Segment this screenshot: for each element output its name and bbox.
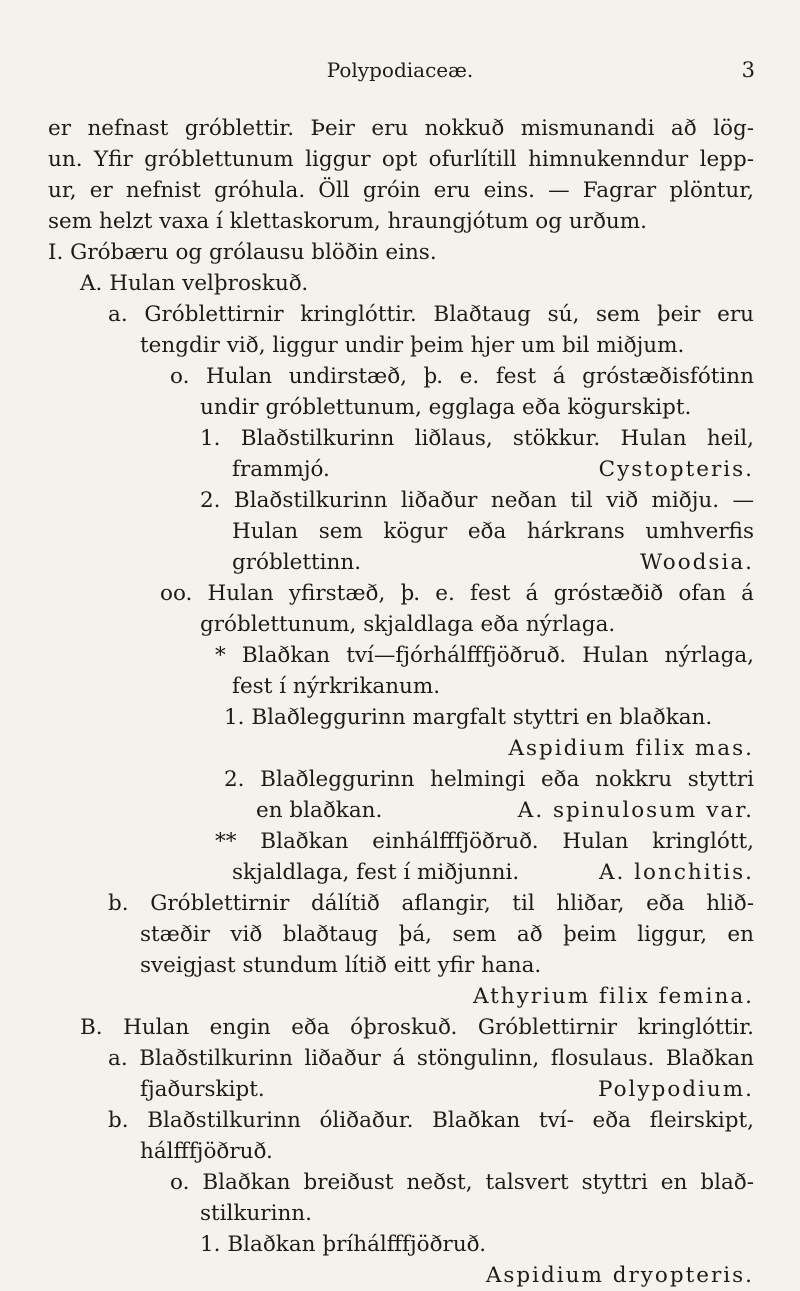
text-line: gróblettunum, skjaldlaga eða nýrlaga. xyxy=(200,612,616,637)
text-line: o. Hulan undirstæð, þ. e. fest á gróstæðisfótinn xyxy=(170,364,754,389)
text-line: ur, er nefnist gróhula. Öll gróin eru eins. — Fagrar plöntur, xyxy=(48,178,754,203)
text-line: a. Blaðstilkurinn liðaður á stöngulinn, flosulaus. Blaðkan xyxy=(108,1046,754,1071)
text-line: oo. Hulan yfirstæð, þ. e. fest á gróstæðið ofan á xyxy=(160,581,754,606)
text-line: hálfffjöðruð. xyxy=(140,1139,273,1164)
text-line: * Blaðkan tví—fjórhálfffjöðruð. Hulan nýrlaga, xyxy=(215,643,754,668)
text-line: un. Yfir gróblettunum liggur opt ofurlítill himnukenndur lepp- xyxy=(48,147,754,172)
species-name: Aspidium filix mas. xyxy=(508,736,754,761)
text-line: fest í nýrkrikanum. xyxy=(232,674,441,699)
text-line: b. Blaðstilkurinn óliðaður. Blaðkan tví- eða fleirskipt, xyxy=(108,1108,754,1133)
text-line: undir gróblettunum, egglaga eða kögurskipt. xyxy=(200,395,692,420)
text-line: 2. Blaðstilkurinn liðaður neðan til við miðju. — xyxy=(200,488,754,513)
species-name: A. lonchitis. xyxy=(598,860,754,885)
text-line: fjaðurskipt. xyxy=(140,1077,265,1102)
text-line: A. Hulan velþroskuð. xyxy=(80,271,309,296)
text-line: B. Hulan engin eða óþroskuð. Gróblettirnir kringlóttir. xyxy=(80,1015,754,1040)
genus-name: Polypodium. xyxy=(598,1077,754,1102)
text-line: 2. Blaðleggurinn helmingi eða nokkru styttri xyxy=(224,767,754,792)
text-line: a. Gróblettirnir kringlóttir. Blaðtaug sú, sem þeir eru xyxy=(108,302,754,327)
text-line: Hulan sem kögur eða hárkrans umhverfis xyxy=(232,519,754,544)
text-line: frammjó. xyxy=(232,457,330,482)
text-line: ** Blaðkan einhálfffjöðruð. Hulan kringlótt, xyxy=(215,829,754,854)
page-number: 3 xyxy=(741,58,755,82)
species-name: Athyrium filix femina. xyxy=(473,984,754,1009)
text-line: 1. Blaðkan þríhálfffjöðruð. xyxy=(200,1232,487,1257)
text-line: 1. Blaðleggurinn margfalt styttri en blaðkan. xyxy=(224,705,713,730)
text-line: en blaðkan. xyxy=(256,798,383,823)
text-line: er nefnast gróblettir. Þeir eru nokkuð mismunandi að lög- xyxy=(48,116,754,141)
text-line: stæðir við blaðtaug þá, sem að þeim liggur, en xyxy=(140,922,754,947)
text-line: tengdir við, liggur undir þeim hjer um bil miðjum. xyxy=(140,333,685,358)
text-line: 1. Blaðstilkurinn liðlaus, stökkur. Hulan heil, xyxy=(200,426,754,451)
text-line: o. Blaðkan breiðust neðst, talsvert styttri en blað- xyxy=(170,1170,754,1195)
text-line: I. Gróbæru og grólausu blöðin eins. xyxy=(48,240,437,265)
genus-name: Woodsia. xyxy=(640,550,754,575)
running-title: Polypodiaceæ. xyxy=(326,58,474,82)
text-line: sem helzt vaxa í klettaskorum, hraungjótum og urðum. xyxy=(48,209,647,234)
species-name: Aspidium dryopteris. xyxy=(485,1263,754,1288)
text-line: gróblettinn. xyxy=(232,550,362,575)
text-line: skjaldlaga, fest í miðjunni. xyxy=(232,860,520,885)
text-line: stilkurinn. xyxy=(200,1201,312,1226)
text-line: sveigjast stundum lítið eitt yfir hana. xyxy=(140,953,542,978)
page-header xyxy=(0,58,800,98)
text-line: b. Gróblettirnir dálítið aflangir, til hliðar, eða hlið- xyxy=(108,891,754,916)
species-name: A. spinulosum var. xyxy=(517,798,754,823)
genus-name: Cystopteris. xyxy=(598,457,754,482)
